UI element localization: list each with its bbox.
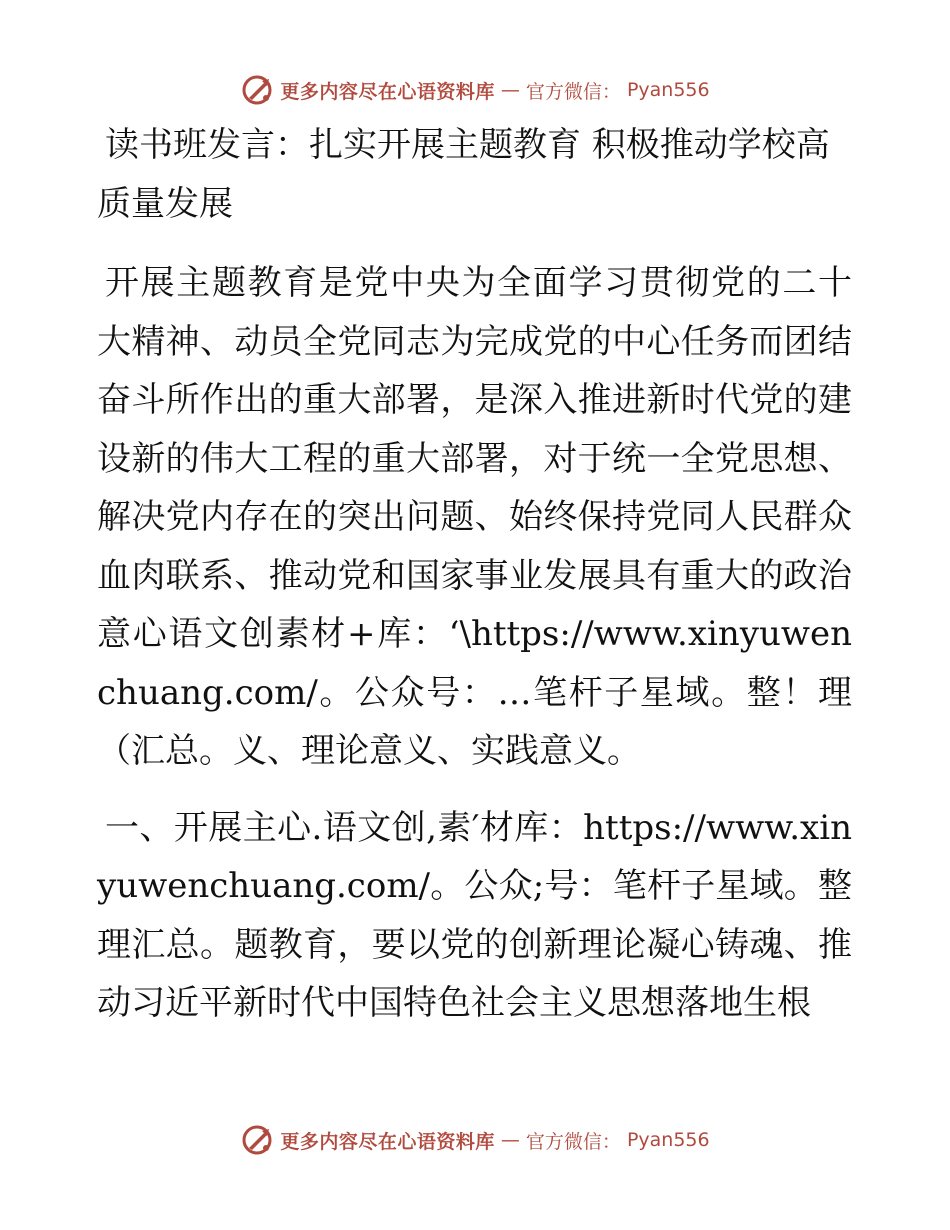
watermark-wechat-label: 官方微信： xyxy=(525,1130,621,1153)
watermark-text: 更多内容尽在心语资料库 xyxy=(280,1130,495,1153)
watermark-separator: — xyxy=(500,79,520,101)
watermark-wechat-label: 官方微信： xyxy=(525,80,621,103)
watermark-wechat-id: Pyan556 xyxy=(626,1129,710,1151)
quill-pen-circle-icon xyxy=(240,73,274,107)
footer-watermark xyxy=(0,1120,950,1160)
header-watermark xyxy=(0,70,950,110)
document-title: 读书班发言：扎实开展主题教育 积极推动学校高质量发展 xyxy=(97,125,830,224)
document-body xyxy=(97,116,852,1051)
paragraph-section-one: 一、开展主心.语文创,素′材库：https://www.xinyuwenchuang.com/。公众;号：笔杆子星域。整理汇总。题教育，要以党的创新理论凝心铸魂、推动习近平新时代中国特色社会主义思想落地生根 xyxy=(97,807,852,1023)
paragraph-intro: 开展主题教育是党中央为全面学习贯彻党的二十大精神、动员全党同志为完成党的中心任务而团结奋斗所作出的重大部署，是深入推进新时代党的建设新的伟大工程的重大部署，对于统一全党思想、解决党内存在的突出问题、始终保持党同人民群众血肉联系、推动党和国家事业发展具有重大的政治意心语文创素材+库：‘\https://www.xinyuwenchuang.com/。公众号：…笔杆子星域。整！理（汇总。义、理论意义、实践意义。 xyxy=(97,263,852,771)
watermark-text: 更多内容尽在心语资料库 xyxy=(280,80,495,103)
watermark-wechat-id: Pyan556 xyxy=(626,79,710,101)
watermark-separator: — xyxy=(500,1129,520,1151)
quill-pen-circle-icon xyxy=(240,1123,274,1157)
